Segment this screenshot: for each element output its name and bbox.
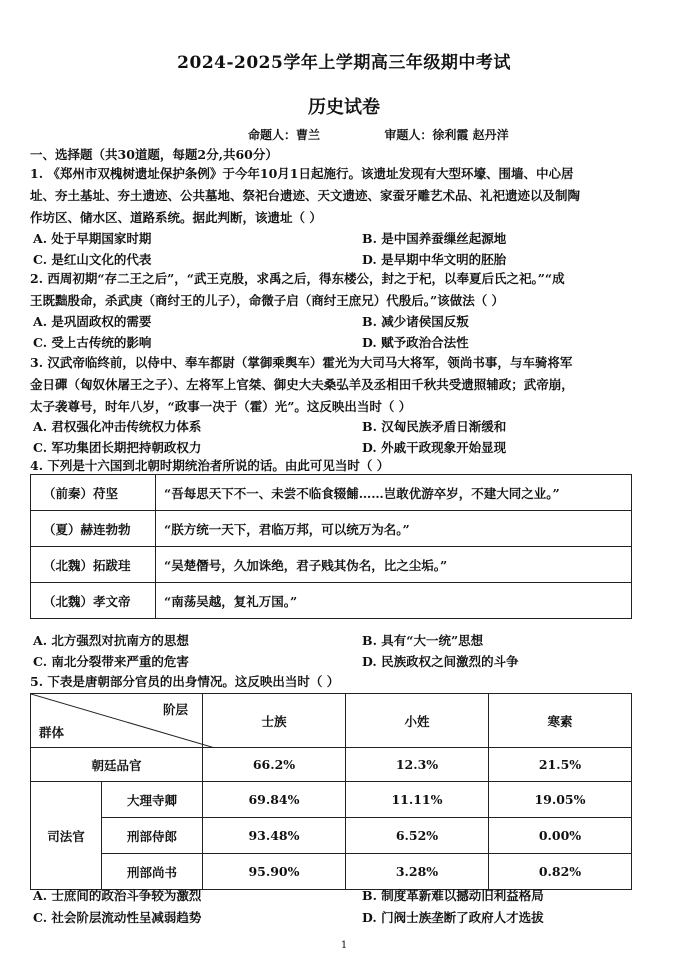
q2-option-d[interactable]: D. 赋予政治合法性 [362,335,469,350]
table-cell: 93.48% [203,818,346,854]
row-label: 大理寺卿 [102,782,203,818]
exam-title: 2024-2025学年上学期高三年级期中考试 [177,53,511,73]
table-cell: 21.5% [489,748,632,782]
group-label: 司法官 [31,782,102,890]
q4-option-b[interactable]: B. 具有“大一统”思想 [362,633,484,648]
ruler-cell: （前秦）苻坚 [31,475,156,511]
q3-line: 太子袭尊号，时年八岁，“政事一决于（霍）光”。这反映出当时（ ） [30,399,412,414]
author-label: 命题人：曹兰 [248,128,321,142]
table-row [31,818,632,854]
table-row [31,547,632,583]
quote-cell: “吴楚僭号，久加诛绝，君子贱其伪名，比之尘垢。” [156,547,632,583]
corner-header-cell [31,694,203,748]
q5-option-c[interactable]: C. 社会阶层流动性呈减弱趋势 [33,910,202,925]
column-header: 小姓 [346,694,489,748]
q5-option-a[interactable]: A. 士庶间的政治斗争较为激烈 [33,888,202,903]
table-cell: 11.11% [346,782,489,818]
q1-line: 址、夯土基址、夯土遗迹、公共墓地、祭祀台遗迹、天文遗迹、家蚕牙雕艺术品、礼祀遗迹以及制陶 [30,188,581,203]
reviewer-label: 审题人：徐利霞 赵丹洋 [384,128,509,142]
page-number: 1 [340,940,348,951]
q3-line: 3. 汉武帝临终前，以侍中、奉车都尉（掌御乘舆车）霍光为大司马大将军，领尚书事，与车骑将军 [30,355,573,370]
q4-option-d[interactable]: D. 民族政权之间激烈的斗争 [362,654,519,669]
q2-option-b[interactable]: B. 减少诸侯国反叛 [362,314,469,329]
table-cell: 19.05% [489,782,632,818]
authors-line [248,126,509,143]
table-cell: 6.52% [346,818,489,854]
corner-top-label: 阶层 [162,702,188,717]
q5-stem: 5. 下表是唐朝部分官员的出身情况。这反映出当时（ ） [30,674,340,689]
table-header-row [31,694,632,748]
q2-line: 2. 西周初期“存二王之后”，“武王克殷，求禹之后，得东楼公，封之于杞，以奉夏后氏之祀。”“成 [30,271,565,286]
table-row [31,782,632,818]
quote-cell: “吾每思天下不一、未尝不临食辍餔……岂敢优游卒岁，不建大同之业。” [156,475,632,511]
q4-option-c[interactable]: C. 南北分裂带来严重的危害 [33,654,189,669]
q5-option-b[interactable]: B. 制度革新难以撼动旧利益格局 [362,888,544,903]
q4-stem: 4. 下列是十六国到北朝时期统治者所说的话。由此可见当时（ ） [30,458,390,473]
q5-origin-table [30,693,632,890]
column-header: 寒素 [489,694,632,748]
q3-line: 金日磾（匈奴休屠王之子）、左将军上官桀、御史大夫桑弘羊及丞相田千秋共受遗照辅政；武帝崩， [30,377,574,392]
q1-option-d[interactable]: D. 是早期中华文明的胚胎 [362,252,507,267]
table-row [31,854,632,890]
column-header: 士族 [203,694,346,748]
q3-option-a[interactable]: A. 君权强化冲击传统权力体系 [33,419,202,434]
ruler-cell: （夏）赫连勃勃 [31,511,156,547]
q3-option-c[interactable]: C. 军功集团长期把持朝政权力 [33,440,202,455]
q1-option-c[interactable]: C. 是红山文化的代表 [33,252,152,267]
q2-line: 王既黜殷命，杀武庚（商纣王的儿子），命微子启（商纣王庶兄）代殷后。”该做法（ ） [30,293,505,308]
q2-option-a[interactable]: A. 是巩固政权的需要 [33,314,152,329]
table-row [31,748,632,782]
row-label: 刑部尚书 [102,854,203,890]
table-cell: 0.82% [489,854,632,890]
subject-title: 历史试卷 [308,97,380,118]
ruler-cell: （北魏）拓跋珪 [31,547,156,583]
table-cell: 95.90% [203,854,346,890]
q3-option-b[interactable]: B. 汉匈民族矛盾日渐缓和 [362,419,507,434]
row-label: 朝廷品官 [31,748,203,782]
table-row [31,511,632,547]
section-heading: 一、选择题（共30道题，每题2分,共60分） [30,147,278,162]
table-row [31,475,632,511]
table-cell: 69.84% [203,782,346,818]
table-cell: 0.00% [489,818,632,854]
table-cell: 66.2% [203,748,346,782]
q1-line: 作坊区、储水区、道路系统。据此判断，该遗址（ ） [30,210,322,225]
table-cell: 12.3% [346,748,489,782]
quote-cell: “南荡吴越，复礼万国。” [156,583,632,619]
q1-line: 1. 《郑州市双槐树遗址保护条例》于今年10月1日起施行。该遗址发现有大型环壕、围墙、中心居 [30,166,574,181]
q1-option-b[interactable]: B. 是中国养蚕缫丝起源地 [362,231,507,246]
q5-option-d[interactable]: D. 门阀士族垄断了政府人才选拔 [362,910,544,925]
q4-option-a[interactable]: A. 北方强烈对抗南方的思想 [33,633,189,648]
table-cell: 3.28% [346,854,489,890]
row-label: 刑部侍郎 [102,818,203,854]
quote-cell: “朕方统一天下，君临万邦，可以统万为名。” [156,511,632,547]
q1-option-a[interactable]: A. 处于早期国家时期 [33,231,152,246]
table-row [31,583,632,619]
q3-option-d[interactable]: D. 外戚干政现象开始显现 [362,440,507,455]
q4-quote-table [30,474,632,619]
ruler-cell: （北魏）孝文帝 [31,583,156,619]
q2-option-c[interactable]: C. 受上古传统的影响 [33,335,152,350]
corner-bottom-label: 群体 [39,725,65,740]
